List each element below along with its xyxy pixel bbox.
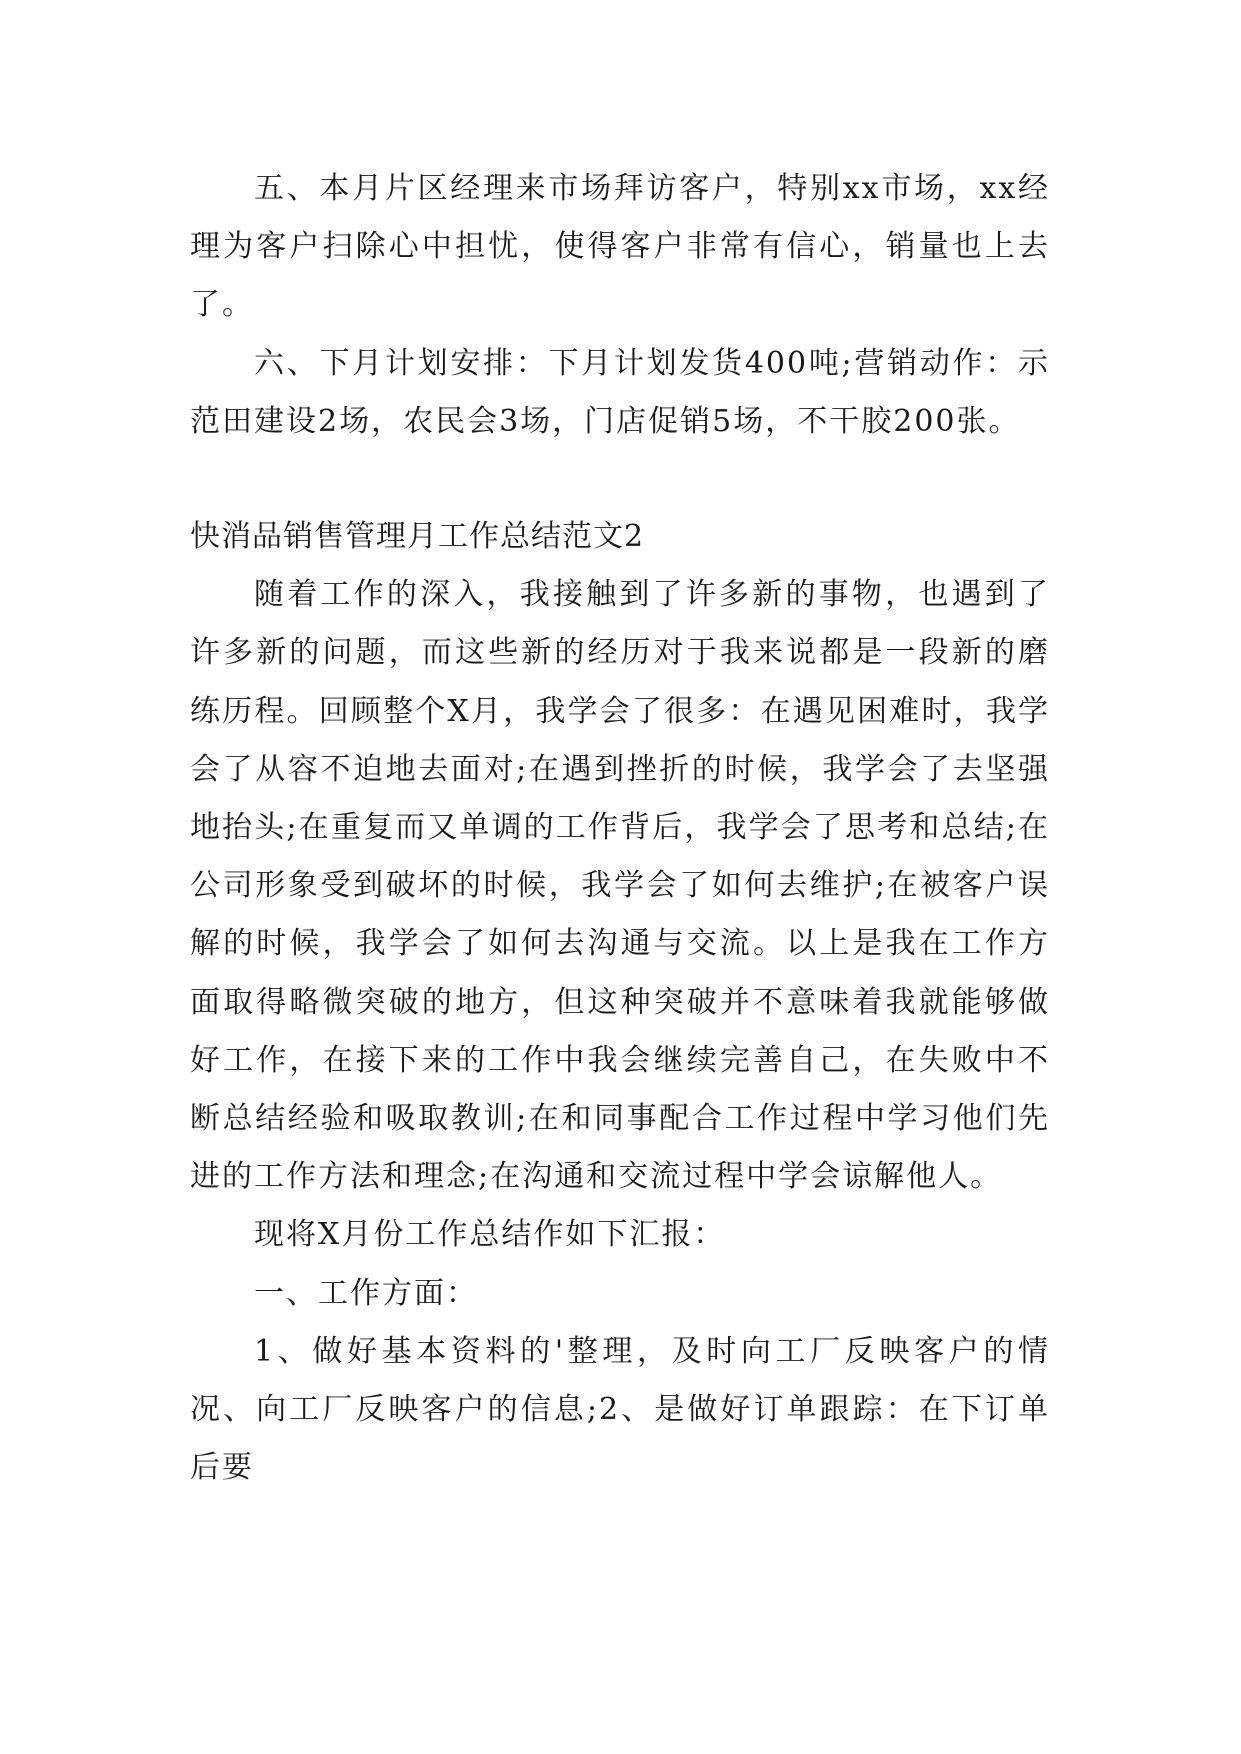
paragraph-intro: 随着工作的深入，我接触到了许多新的事物，也遇到了许多新的问题，而这些新的经历对于我来说都是一段新的磨练历程。回顾整个X月，我学会了很多：在遇见困难时，我学会了从容不迫地去面对;在遇到挫折的时候，我学会了去坚强地抬头;在重复而又单调的工作背后，我学会了思考和总结;在公司形象受到破坏的时候，我学会了如何去维护;在被客户误解的时候，我学会了如何去沟通与交流。以上是我在工作方面取得略微突破的地方，但这种突破并不意味着我就能够做好工作，在接下来的工作中我会继续完善自己，在失败中不断总结经验和吸取教训;在和同事配合工作过程中学习他们先进的工作方法和理念;在沟通和交流过程中学会谅解他人。 [190, 577, 1050, 1195]
section-title: 快消品销售管理月工作总结范文2 [190, 519, 645, 555]
document-body [190, 160, 1050, 1497]
paragraph-work-detail: 1、做好基本资料的'整理，及时向工厂反映客户的情况、向工厂反映客户的信息;2、是做好订单跟踪：在下订单后要 [190, 1333, 1050, 1486]
paragraph-item-5: 五、本月片区经理来市场拜访客户，特别xx市场，xx经理为客户扫除心中担忧，使得客户非常有信心，销量也上去了。 [190, 171, 1050, 323]
paragraph-report-lead: 现将X月份工作总结作如下汇报： [254, 1217, 726, 1253]
paragraph-item-6: 六、下月计划安排：下月计划发货400吨;营销动作：示范田建设2场，农民会3场，门店促销5场，不干胶200张。 [190, 345, 1050, 439]
paragraph-work-heading: 一、工作方面： [254, 1275, 478, 1311]
